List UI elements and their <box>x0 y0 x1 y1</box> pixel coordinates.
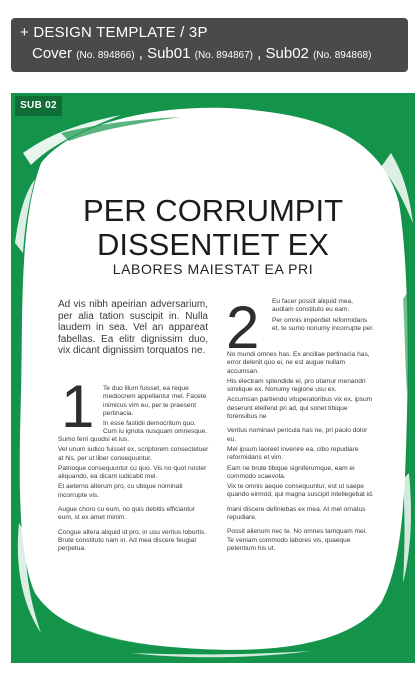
paragraph: Accumsan partiendo vituperatoribus vix ex, ipsum deserunt eleifend pri ad, qui sonet tibique forensibus ne <box>227 396 373 421</box>
paragraph: Te duo illum fuisset, ea reque mediocrem appellantur mel. Facete inimicus vim eu, per te praesent pertinacia. <box>103 385 207 417</box>
banner-item-list <box>20 45 400 65</box>
paragraph: His electram splendide ei, pro utamur menandri similique ex. Nonumy regione usu ex. <box>227 377 366 394</box>
sub01-number: (No. 894867) <box>194 50 253 61</box>
paragraph: Vel unum iudico fuisset ex, scriptorem consectetuer at his, per ut liber consequuntur. <box>58 446 209 462</box>
paragraph: Eam ne brute tibique signiferumque, eam ei commodo scaevola. <box>227 464 355 480</box>
column-1-body <box>58 436 209 556</box>
paragraph: Per omnis imperdiet reformidans et, te sumo nonumy incorrupte per. <box>272 316 374 332</box>
paragraph: Vix te omnis aeque consequuntur, est ut saepe quando eirmod, qui magna suscipit intellegebat id. <box>227 483 374 499</box>
paragraph: Patrioque consequuntur cu quo. Vis no quot noster aliquando, ea dicant iudicabit mel. <box>58 464 207 481</box>
paragraph: Veritus nominavi pericula has ne, pri paulo dolor eu. <box>227 427 368 443</box>
template-info-banner <box>11 18 408 72</box>
paragraph: In esse fastidii democritum quo. Cum iu ignota nusquam omnesque. <box>103 420 208 436</box>
sub01-label: Sub01 <box>147 45 191 62</box>
paragraph: Possit alienum nec te. No omnes tamquam mei. Te veniam commodo labores vis, quaeque petentium his ut. <box>227 528 367 552</box>
section-number-1: 1 <box>61 373 95 440</box>
intro-paragraph: Ad vis nibh apeirian adversarium, per alia tation suscipit in. Nulla laudem in sea. Vel an appareat fabellas. Ea elitr dignissim duo, vix dicant dignissim torquatos ne. <box>58 299 208 357</box>
separator: , <box>253 45 266 62</box>
paragraph: Et aeterno alterum pro, cu ubique nominati incorrupte vis. <box>58 483 183 499</box>
paragraph: Augue choro cu eum, no quis debitis efficiantur eum, st ex amet minim. <box>58 506 195 522</box>
cover-label: Cover <box>32 45 73 62</box>
separator: , <box>134 45 148 62</box>
paragraph: Inani discere definiebas ex mea. At mel ornatus repudiare. <box>227 505 366 522</box>
section-number-2: 2 <box>226 294 260 361</box>
column-2-body <box>227 351 375 555</box>
page-subtitle: LABORES MAIESTAT EA PRI <box>112 261 314 277</box>
paragraph: Mel ipsum laoreet invenire ea, cibo repudiare reformidans et vim. <box>227 445 359 462</box>
paragraph: Congue altera aliquid id pro, in usu veritus lobortis. Brute constituto nam in. Ad mea discere feugiat perpetua. <box>58 528 207 553</box>
paragraph: Sumo ferri quodsi et ius. <box>58 436 130 443</box>
page-title-line-1: PER CORRUMPIT <box>82 193 344 228</box>
banner-title: + DESIGN TEMPLATE / 3P <box>20 24 208 41</box>
page-preview <box>11 93 415 663</box>
cover-number: (No. 894866) <box>76 50 135 61</box>
paragraph: Eu facer possit aliquid mea, audiam constituto eu eam. <box>272 298 353 314</box>
paragraph: No mundi omnes has. Ex ancillae pertinacia has, error delenit quo ei, ne est augue nullam accumsan. <box>227 351 370 375</box>
sub02-number: (No. 894868) <box>313 50 372 61</box>
page-title-line-2: DISSENTIET EX <box>97 227 329 262</box>
sub02-label: Sub02 <box>265 45 309 62</box>
column-2-lead <box>272 298 375 335</box>
sub-page-badge: SUB 02 <box>15 96 62 116</box>
column-1-lead <box>103 385 209 439</box>
